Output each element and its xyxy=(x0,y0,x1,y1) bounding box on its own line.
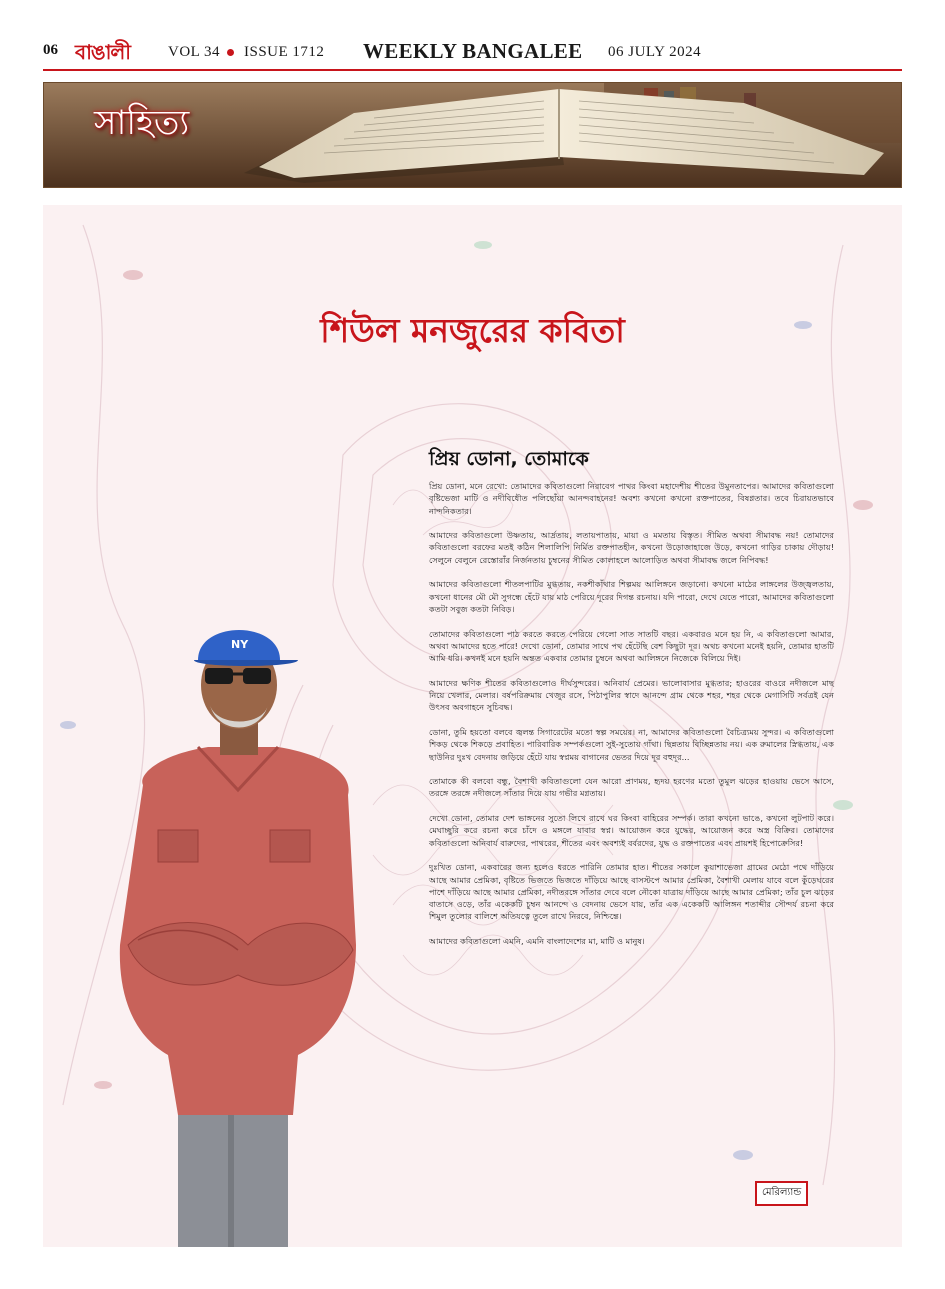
poem-paragraph: তোমাকে কী বলবো বন্ধু, বৈশাখী কবিতাগুলো যেন আরো প্রাণময়, হৃদয় হরণের মতো তুমুল ঝড়ের হাওয়ায় ভেসে আসে, তরঙ্গে তরঙ্গে নদীজলে সাঁতার দিয়ে যায় গভীর মগ্নতায়। xyxy=(429,776,834,799)
header-rule xyxy=(43,69,902,71)
poem-paragraph: দেখো ডোনা, তোমার দেশ ভাঙ্গনের সুতো লিখে রাখে ঘর কিংবা বাহিরের সম্পর্ক। তারা কখনো ভাঙে, কখনো লুটপাট করে। মেঘাচ্ছুরি করে রচনা করে চাঁদে ও মঙ্গলে যাবার স্বপ্ন। আয়োজন করে যুদ্ধের, আয়োজন করে অস্ত্র বিক্রির। তোমাদের কবিতাগুলো অনিবার্য বারুদের, পাথরের, শীতের এবং অবশ্যই বর্বরদের, যুদ্ধ ও রক্তপাতের এবং প্রায়শই হিপোক্রেসির! xyxy=(429,813,834,848)
volume-label: VOL 34 xyxy=(168,44,221,60)
poem-paragraph: আমাদের ক্ষণিক শীতের কবিতাগুলোও দীর্ঘসুন্দরের। অনিবার্য প্রেমের। ভালোবাসার মুগ্ধতার; হাওরের বাওরে নদীজলে মাছ নিয়ে খেলার, মেলার। বর্ষপরিক্রমায় খেজুর রসে, পিঠাপুলির স্বাদে আনন্দে গ্রাম থেকে শহর, শহর থেকে মেগাসিটি সর্বত্রই যেন উৎসব অবগাহনে সুচিবদ্ধ। xyxy=(429,677,834,713)
poem-paragraph: ডোনা, তুমি হয়তো বলবে জ্বলন্ত সিগারেটের মতো স্বল্প সময়ের। না, আমাদের কবিতাগুলো বৈচিত্র্যময় সুন্দর। এ কবিতাগুলো শিকড় থেকে শিকড়ে প্রবাহিত। পারিবারিক সম্পর্কগুলো সুই-সুতোয় গাঁথা। ছিন্নতায় বিচ্ছিন্নতায় নয়। এক রুমালের স্নিগ্ধতায়, এক ছাউনির দুঃখ বেদনায় জড়িয়ে হেঁটে যায় স্বপ্নময় বাগানের ভেতর দিয়ে দূর বহুদূর... xyxy=(429,726,834,762)
article-panel xyxy=(43,205,902,1247)
poem-paragraph: আমাদের কবিতাগুলো এমনি, এমনি বাংলাদেশের মা, মাটি ও মানুষ। xyxy=(429,935,645,946)
section-banner xyxy=(43,82,902,188)
issue-date: 06 JULY 2024 xyxy=(608,44,702,60)
issue-label: ISSUE 1712 xyxy=(244,44,325,60)
poem-title: প্রিয় ডোনা, তোমাকে xyxy=(429,448,589,470)
poem-paragraph: দুঃখিত ডোনা, একবারের জন্য হলেও ধরতে পারিনি তোমার হাত। শীতের সকালে কুয়াশাভেজা গ্রামের মেঠো পথে দাঁড়িয়ে আছে আমার প্রেমিকা, বৃষ্টিতে ভিজতে ভিজতে দাঁড়িয়ে আছে বাসস্টপে আমার প্রেমিকা, বৈশাখী মেলায় যাবে বলে কুঁড়েঘরের পাশে দাঁড়িয়ে আছে আমার প্রেমিকা, নদীতরঙ্গে সাঁতার দেবে বলে নৌকো যাত্রায় দাঁড়িয়ে আছে আমার প্রেমিকা; তাঁর চুল ঝড়ের বাতাসে ওড়ে, তাঁর একেকটি চুম্বন আনন্দে ও বেদনায় ভেসে যায়, তাঁর এক একেকটি আলিঙ্গন শতাব্দীর সৌন্দর্য রচনা করে শিমুল তুলোর বালিশে অতিযত্নে তুলে রাখে নিরবে, নিশ্চিন্তে। xyxy=(429,862,834,922)
section-label: সাহিত্য xyxy=(94,103,190,143)
page-header xyxy=(43,38,902,70)
poem-paragraph: প্রিয় ডোনা, মনে রেখো: তোমাদের কবিতাগুলো নিরাবেগ পাথর কিংবা মহাদেশীয় শীতের উমুনতাপের। আমাদের কবিতাগুলো বৃষ্টিভেজা মাটি ও নদীবিধৌত পলিছোঁয়া আনন্দবাহনের! অবশ্য কখনো কখনো রক্তপাতের, বিষণ্ণতার। তবে চিরায়তভাবে নান্দনিকতার। xyxy=(429,481,834,516)
poem-body xyxy=(429,480,834,960)
publication-name: WEEKLY BANGALEE xyxy=(363,39,583,63)
poem-paragraph: তোমাদের কবিতাগুলো পাঠ করতে করতে পেরিয়ে গেলো সাত সাতটি বছর। একবারও মনে হয় নি, এ কবিতাগুলো আমার, অথবা আমাদের হতে পারে! দেখো ডোনা, তোমার সাথে পথ হেঁটেছি বেশ কিছুটা দূর। অথচ কখনো মনেই হয়নি, তোমার হাতটি আমি ধরি। কখনই মনে হয়নি অন্তত একবার তোমার চুম্বনে অথবা আলিঙ্গনে নিজেকে বিলিয়ে দিই। xyxy=(429,628,834,664)
separator-dot xyxy=(227,49,234,56)
svg-text:NY: NY xyxy=(231,638,249,651)
article-title: শিউল মনজুরের কবিতা xyxy=(320,311,625,350)
page-number: 06 xyxy=(43,42,58,58)
author-photo xyxy=(98,615,378,1247)
location-badge: মেরিল্যান্ড xyxy=(755,1181,808,1206)
publication-logo: বাঙালী xyxy=(75,40,131,64)
poem-paragraph: আমাদের কবিতাগুলো শীতলপাটির মুগ্ধতায়, নকশীকাঁথার শিল্পময় আলিঙ্গনে জড়ানো। কখনো মাঠের লাঙ্গলের উজ্জ্বলতায়, কখনো ধানের মৌ মৌ সুগন্ধে হেঁটে যায় মাঠ পেরিয়ে দূরের দিগন্ত রচনায়। যদি পারো, দেখে যেতে পারো, আমাদের কবিতাগুলো কতটা সবুজ কতটা নিবিড়। xyxy=(429,579,834,614)
poem-paragraph: আমাদের কবিতাগুলো উষ্ণতায়, আর্দ্রতায়, লতায়পাতায়, মায়া ও মমতায় বিস্তৃত। সীমিত অথবা সীমাবদ্ধ নয়! তোমাদের কবিতাগুলো বরফের মতই কঠিন শিলালিপি নির্মিত রক্তপাতহীন, কখনো উড়োজাহাজে উড়ে, কখনো গাড়ির চাকায় দৌড়ায়! সেলুনে বেলুনে রেস্তোরাঁর নির্জনতায় চুম্বনের সীমিত কোলাহলে আলোড়িত অথবা সীমাবদ্ধ জলে নিপিবদ্ধ! xyxy=(429,530,834,565)
